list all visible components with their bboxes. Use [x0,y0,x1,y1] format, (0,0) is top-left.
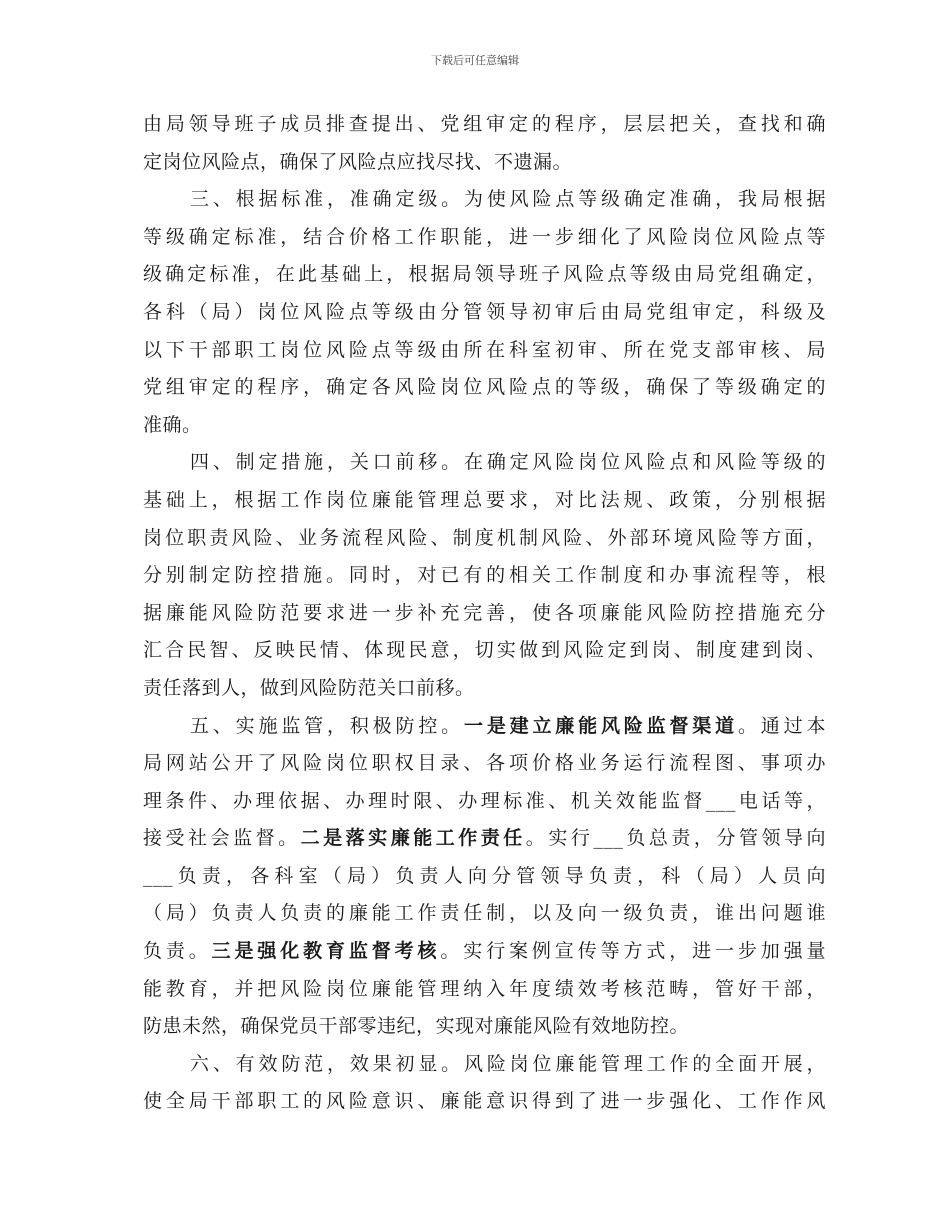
text-line [143,632,826,670]
text-segment: 五、实施监管，积极防控。 [190,714,464,737]
text-line [143,820,826,858]
text-line [143,971,826,1009]
text-line [143,933,826,971]
text-line [143,783,826,821]
text-segment: 责任落到人，做到风险防范关口前移。 [143,676,475,699]
text-segment: （局）负责人负责的廉能工作责任制，以及向一级负责，谁出问题谁 [143,902,826,925]
text-segment: 。通过本 [737,714,826,737]
text-segment: 局网站公开了风险岗位职权目录、各项价格业务运行流程图、事项办 [143,752,826,775]
text-line [143,557,826,595]
text-line [143,520,826,558]
text-segment: 各科（局）岗位风险点等级由分管领导初审后由局党组审定，科级及 [143,300,826,323]
text-segment: 由局领导班子成员排查提出、党组审定的程序，层层把关，查找和确 [143,113,826,135]
text-segment: ___负责，各科室（局）负责人向分管领导负责，科（局）人员向 [143,864,826,887]
bold-heading-text: 三是强化教育监督考核 [211,940,441,963]
text-line [143,256,826,294]
text-segment: 理条件、办理依据、办理时限、办理标准、机关效能监督___电话等， [143,789,826,812]
text-line [143,670,826,708]
text-line [143,219,826,257]
text-segment: 三、根据标准，准确定级。为使风险点等级确定准确，我局根据 [190,188,826,211]
text-line [143,332,826,370]
text-line [143,106,826,144]
text-line [143,745,826,783]
text-segment: 接受社会监督。 [143,827,301,850]
text-segment: 汇合民智、反映民情、体现民意，切实做到风险定到岗、制度建到岗、 [143,639,826,662]
text-line [143,369,826,407]
text-line [143,407,826,445]
text-segment: 使全局干部职工的风险意识、廉能意识得到了进一步强化、工作作风 [143,1090,826,1113]
text-segment: 以下干部职工岗位风险点等级由所在科室初审、所在党支部审核、局 [143,338,826,361]
text-segment: 准确。 [143,413,202,436]
text-segment: 等级确定标准，结合价格工作职能，进一步细化了风险岗位风险点等 [143,225,826,248]
text-segment: 定岗位风险点，确保了风险点应找尽找、不遗漏。 [143,150,573,173]
text-segment: 能教育，并把风险岗位廉能管理纳入年度绩效考核范畴，管好干部， [143,977,826,1000]
document-body [143,106,826,1121]
text-segment: 党组审定的程序，确定各风险岗位风险点的等级，确保了等级确定的 [143,376,826,399]
text-line [143,144,826,182]
text-segment: 四、制定措施，关口前移。在确定风险岗位风险点和风险等级的 [190,451,826,474]
bold-heading-text: 二是落实廉能工作责任 [300,827,526,850]
text-line [143,1083,826,1121]
text-line [143,858,826,896]
text-segment: 六、有效防范，效果初显。风险岗位廉能管理工作的全面开展， [190,1052,826,1075]
text-line [143,181,826,219]
text-line [143,1046,826,1084]
text-line [143,444,826,482]
text-line [143,1008,826,1046]
text-segment: 防患未然，确保党员干部零违纪，实现对廉能风险有效地防控。 [143,1015,690,1038]
text-segment: 。实行案例宣传等方式，进一步加强量 [440,940,826,963]
text-segment: 岗位职责风险、业务流程风险、制度机制风险、外部环境风险等方面， [143,526,826,549]
page-header-note: 下载后可任意编辑 [431,54,519,67]
text-segment: 据廉能风险防范要求进一步补充完善，使各项廉能风险防控措施充分 [143,601,826,624]
text-line [143,294,826,332]
text-segment: 负责。 [143,940,212,963]
text-segment: 分别制定防控措施。同时，对已有的相关工作制度和办事流程等，根 [143,564,826,587]
text-line [143,482,826,520]
text-segment: 。实行___负总责，分管领导向 [525,827,826,850]
text-segment: 基础上，根据工作岗位廉能管理总要求，对比法规、政策，分别根据 [143,488,826,511]
text-segment: 级确定标准，在此基础上，根据局领导班子风险点等级由局党组确定， [143,263,826,286]
text-line [143,708,826,746]
text-line [143,595,826,633]
bold-heading-text: 一是建立廉能风险监督渠道 [463,714,738,737]
text-line [143,895,826,933]
